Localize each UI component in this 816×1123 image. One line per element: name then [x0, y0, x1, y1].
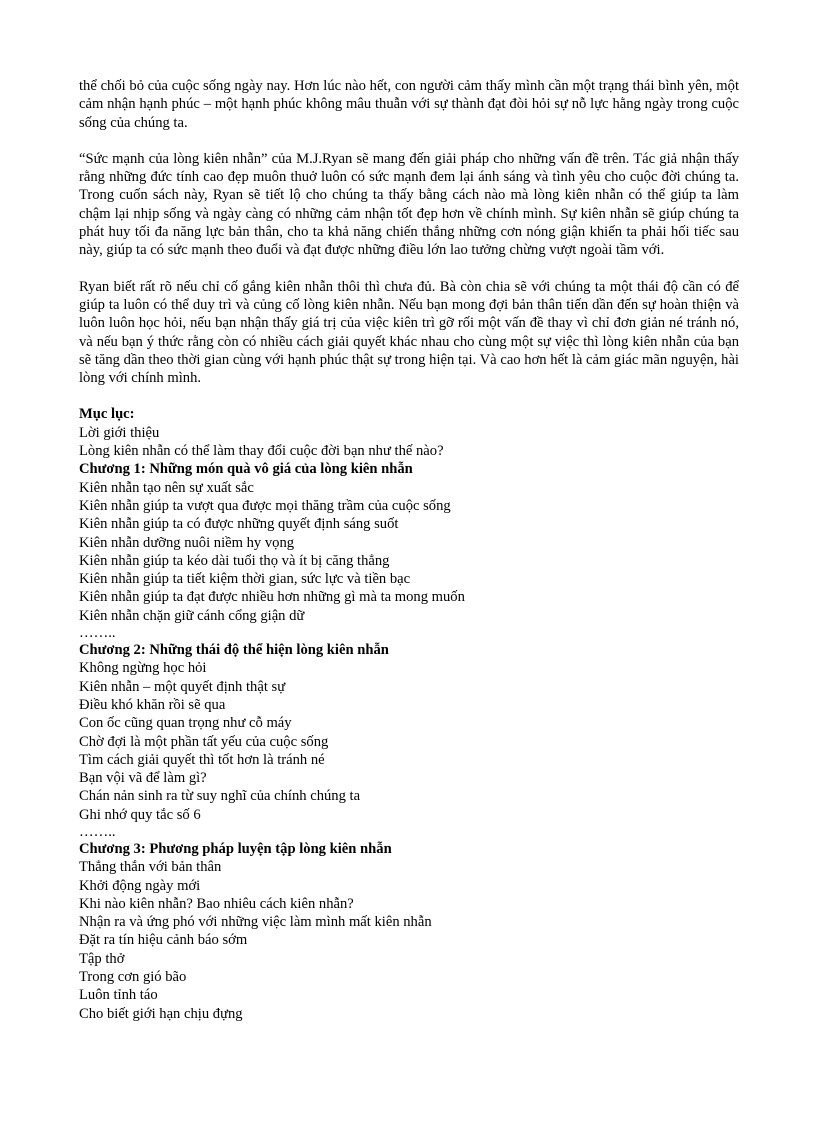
toc-item: Luôn tỉnh táo: [79, 987, 158, 1004]
toc-item: Điều khó khăn rồi sẽ qua: [79, 696, 226, 713]
toc-item: Khi nào kiên nhẫn? Bao nhiêu cách kiên nhẫn?: [79, 895, 354, 912]
toc-item: Đặt ra tín hiệu cảnh báo sớm: [79, 932, 248, 949]
toc-item: Cho biết giới hạn chịu đựng: [79, 1005, 243, 1022]
toc-chapter-section: [79, 641, 739, 840]
toc-item: Không ngừng học hỏi: [79, 660, 207, 677]
toc-item: Trong cơn gió bão: [79, 969, 187, 986]
toc-item: Kiên nhẫn – một quyết định thật sự: [79, 678, 286, 695]
toc-item: Lòng kiên nhẫn có thể làm thay đổi cuộc đời bạn như thế nào?: [79, 443, 444, 460]
toc-chapter-title: Chương 3: Phương pháp luyện tập lòng kiên nhẫn: [79, 840, 392, 857]
toc-item: Kiên nhẫn giúp ta đạt được nhiều hơn những gì mà ta mong muốn: [79, 589, 465, 606]
toc-item: Thẳng thắn với bản thân: [79, 859, 222, 876]
toc-chapter-title: Chương 1: Những món quà vô giá của lòng kiên nhẫn: [79, 461, 413, 478]
toc-chapter-section: [79, 460, 739, 641]
toc-item: Kiên nhẫn tạo nên sự xuất sắc: [79, 479, 254, 496]
paragraph-author-note: Ryan biết rất rõ nếu chỉ cố gắng kiên nhẫn thôi thì chưa đủ. Bà còn chia sẽ với chúng ta một thái độ cần có để giúp ta luôn có thể duy trì và củng cố lòng kiên nhẫn. Nếu bạn mong đợi bản thân tiến dần đến sự hoàn thiện và luôn luôn học hỏi, nếu bạn nhận thấy giá trị của việc kiên trì gỡ rối một vấn đề thay vì chỉ đơn giản né tránh nó, và nếu bạn ý thức rằng còn có nhiều cách giải quyết khác nhau cho cùng một sự việc thì lòng kiên nhẫn của bạn sẽ tăng dần theo thời gian cùng với hạnh phúc thật sự trong hiện tại. Và cao hơn hết là cảm giác mãn nguyện, hài lòng với chính mình.: [79, 278, 739, 387]
paragraph-book-description: “Sức mạnh của lòng kiên nhẫn” của M.J.Ryan sẽ mang đến giải pháp cho những vấn đề trên. Tác giả nhận thấy rằng những đức tính cao đẹp muôn thuở luôn có sức mạnh đem lại ánh sáng và tình yêu cho cuộc đời chúng ta. Trong cuốn sách này, Ryan sẽ tiết lộ cho chúng ta thấy bằng cách nào mà lòng kiên nhẫn có thể giúp ta làm chậm lại nhịp sống và ngày càng có những cảm nhận tốt đẹp hơn về chính mình. Sự kiên nhẫn sẽ giúp chúng ta phát huy tối đa năng lực bản thân, cho ta khả năng chiến thắng những cơn nóng giận khiến ta phải hối tiếc sau này, giúp ta có sức mạnh theo đuổi và đạt được những điều lớn lao tưởng chừng vượt ngoài tầm với.: [79, 150, 739, 259]
toc-chapter-section: [79, 840, 739, 1023]
toc-item: Nhận ra và ứng phó với những việc làm mình mất kiên nhẫn: [79, 914, 432, 931]
toc-item: Kiên nhẫn giúp ta vượt qua được mọi thăng trầm của cuộc sống: [79, 497, 451, 514]
table-of-contents: [79, 405, 739, 1023]
toc-item: Kiên nhẫn giúp ta có được những quyết định sáng suốt: [79, 516, 399, 533]
toc-item: Kiên nhẫn dưỡng nuôi niềm hy vọng: [79, 534, 295, 551]
toc-item: Kiên nhẫn giúp ta kéo dài tuổi thọ và ít bị căng thẳng: [79, 552, 390, 569]
page-content: [79, 77, 739, 1023]
toc-item: Chán nản sinh ra từ suy nghĩ của chính chúng ta: [79, 788, 361, 805]
toc-item: Tập thở: [79, 950, 125, 967]
paragraph-intro: thể chối bỏ của cuộc sống ngày nay. Hơn lúc nào hết, con người cảm thấy mình cần một trạng thái bình yên, một cảm nhận hạnh phúc – một hạnh phúc không mâu thuẫn với sự thành đạt đòi hỏi sự nỗ lực hằng ngày trong cuộc sống của chúng ta.: [79, 78, 739, 131]
toc-item: Con ốc cũng quan trọng như cỗ máy: [79, 715, 292, 732]
toc-item: Kiên nhẫn chặn giữ cánh cổng giận dữ: [79, 607, 305, 624]
toc-item: Ghi nhớ quy tắc số 6: [79, 806, 201, 823]
toc-ellipsis: ……..: [79, 823, 116, 840]
toc-item: Kiên nhẫn giúp ta tiết kiệm thời gian, sức lực và tiền bạc: [79, 571, 411, 588]
toc-item: Chờ đợi là một phần tất yếu của cuộc sống: [79, 733, 329, 750]
toc-chapters: [79, 460, 739, 1023]
toc-item: Khởi động ngày mới: [79, 877, 201, 894]
toc-chapter-title: Chương 2: Những thái độ thể hiện lòng kiên nhẫn: [79, 642, 389, 659]
toc-intro-list: [79, 424, 739, 461]
toc-item: Bạn vội vã để làm gì?: [79, 770, 207, 787]
toc-item: Tìm cách giải quyết thì tốt hơn là tránh né: [79, 751, 325, 768]
toc-title: Mục lục:: [79, 406, 135, 423]
toc-item: Lời giới thiệu: [79, 424, 160, 441]
toc-ellipsis: ……..: [79, 625, 116, 642]
